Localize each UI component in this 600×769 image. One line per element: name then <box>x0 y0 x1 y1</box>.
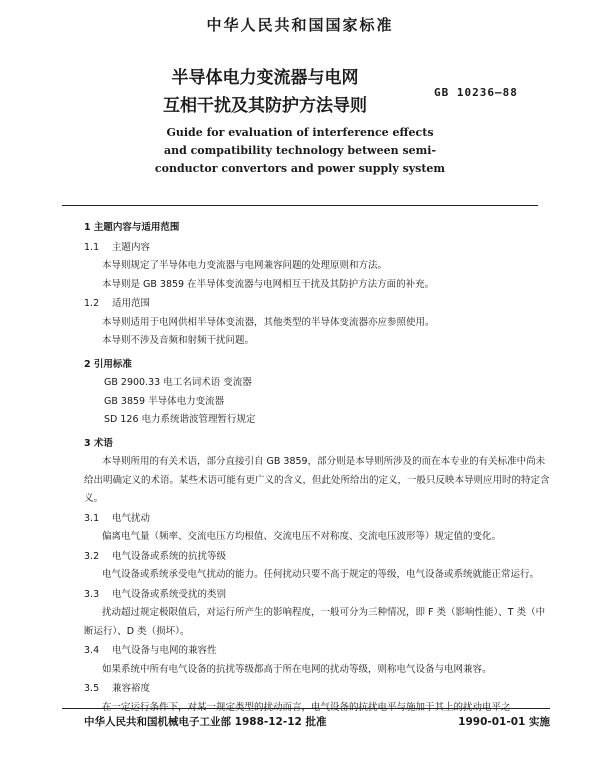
subsection-title: 电气扰动 <box>112 512 151 524</box>
paragraph: 在一定运行条件下，对某一规定类型的扰动而言，电气设备的抗扰电平与施加于其上的扰动电平之 <box>102 701 511 713</box>
english-title-line-3: conductor convertors and power supply system <box>154 162 446 175</box>
document-body <box>84 214 550 717</box>
reference-item: GB 2900.33 电工名词术语 变流器 <box>104 377 252 388</box>
standard-category-header: 中华人民共和国国家标准 <box>206 16 394 34</box>
subsection-number: 3.5 <box>84 683 100 694</box>
paragraph: 如果系统中所有电气设备的抗扰等级都高于所在电网的扰动等级，则称电气设备与电网兼容。 <box>102 663 492 675</box>
subsection-number: 1.2 <box>84 298 100 309</box>
subsection-1-1-heading <box>84 239 550 258</box>
effective-date: 1990-01-01 实施 <box>458 716 550 728</box>
subsection-number: 3.3 <box>84 588 100 600</box>
subsection-3-5-heading <box>84 680 550 699</box>
subsection-title: 电气设备或系统的抗扰等级 <box>112 550 227 562</box>
bottom-divider <box>62 708 550 709</box>
english-title-line-2: and compatibility technology between semi- <box>163 144 437 157</box>
subsection-title: 兼容裕度 <box>112 683 151 694</box>
top-divider <box>62 205 538 206</box>
paragraph: 偏离电气量（频率、交流电压方均根值、交流电压不对称度、交流电压波形等）规定值的变化。 <box>102 531 502 542</box>
chinese-title-line-1: 半导体电力变流器与电网 <box>171 68 359 88</box>
section-2-heading: 2 引用标准 <box>84 358 132 370</box>
paragraph: 扰动超过规定极限值后，对运行所产生的影响程度，一般可分为三种情况，即 F 类（影响性能）、T 类（中断运行）、D 类（损坏）。 <box>84 607 546 637</box>
english-title <box>0 124 600 178</box>
subsection-3-3-heading <box>84 586 550 605</box>
subsection-3-4-heading <box>84 642 550 661</box>
subsection-title: 电气设备或系统受扰的类别 <box>112 588 227 600</box>
paragraph: 电气设备或系统承受电气扰动的能力。任何扰动只要不高于规定的等级，电气设备或系统就能正常运行。 <box>102 569 540 580</box>
paragraph: 本导则所用的有关术语，部分直接引自 GB 3859，部分则是本导则所涉及的而在本专业的有关标准中尚未给出明确定义的术语。某些术语可能有更广义的含义，但此处所给出的定义，一般只反映本导则应用时的特定含义。 <box>84 456 550 504</box>
standard-number: GB 10236—88 <box>434 86 518 99</box>
approval-line: 中华人民共和国机械电子工业部 1988-12-12 批准 <box>84 716 327 728</box>
section-3-heading: 3 术语 <box>84 437 113 449</box>
subsection-number: 3.1 <box>84 512 100 524</box>
paragraph: 本导则不涉及音频和射频干扰问题。 <box>102 335 255 346</box>
subsection-title: 电气设备与电网的兼容性 <box>112 645 217 656</box>
subsection-number: 1.1 <box>84 241 100 253</box>
paragraph: 本导则是 GB 3859 在半导体变流器与电网相互干扰及其防护方法方面的补充。 <box>102 278 435 290</box>
chinese-title <box>150 64 380 120</box>
english-title-line-1: Guide for evaluation of interference effects <box>166 126 434 139</box>
subsection-1-2-heading <box>84 295 550 314</box>
paragraph: 本导则规定了半导体电力变流器与电网兼容问题的处理原则和方法。 <box>102 260 388 271</box>
chinese-title-line-2: 互相干扰及其防护方法导则 <box>163 96 367 116</box>
subsection-3-2-heading <box>84 548 550 567</box>
subsection-number: 3.4 <box>84 645 100 656</box>
paragraph: 本导则适用于电网供相半导体变流器，其他类型的半导体变流器亦应参照使用。 <box>102 316 435 328</box>
subsection-3-1-heading <box>84 510 550 529</box>
subsection-title: 适用范围 <box>112 298 151 309</box>
reference-item: GB 3859 半导体电力变流器 <box>104 395 225 407</box>
subsection-number: 3.2 <box>84 550 100 562</box>
subsection-title: 主题内容 <box>112 241 151 253</box>
section-1-heading: 1 主题内容与适用范围 <box>84 222 180 233</box>
reference-item: SD 126 电力系统谐波管理暂行规定 <box>104 414 256 425</box>
